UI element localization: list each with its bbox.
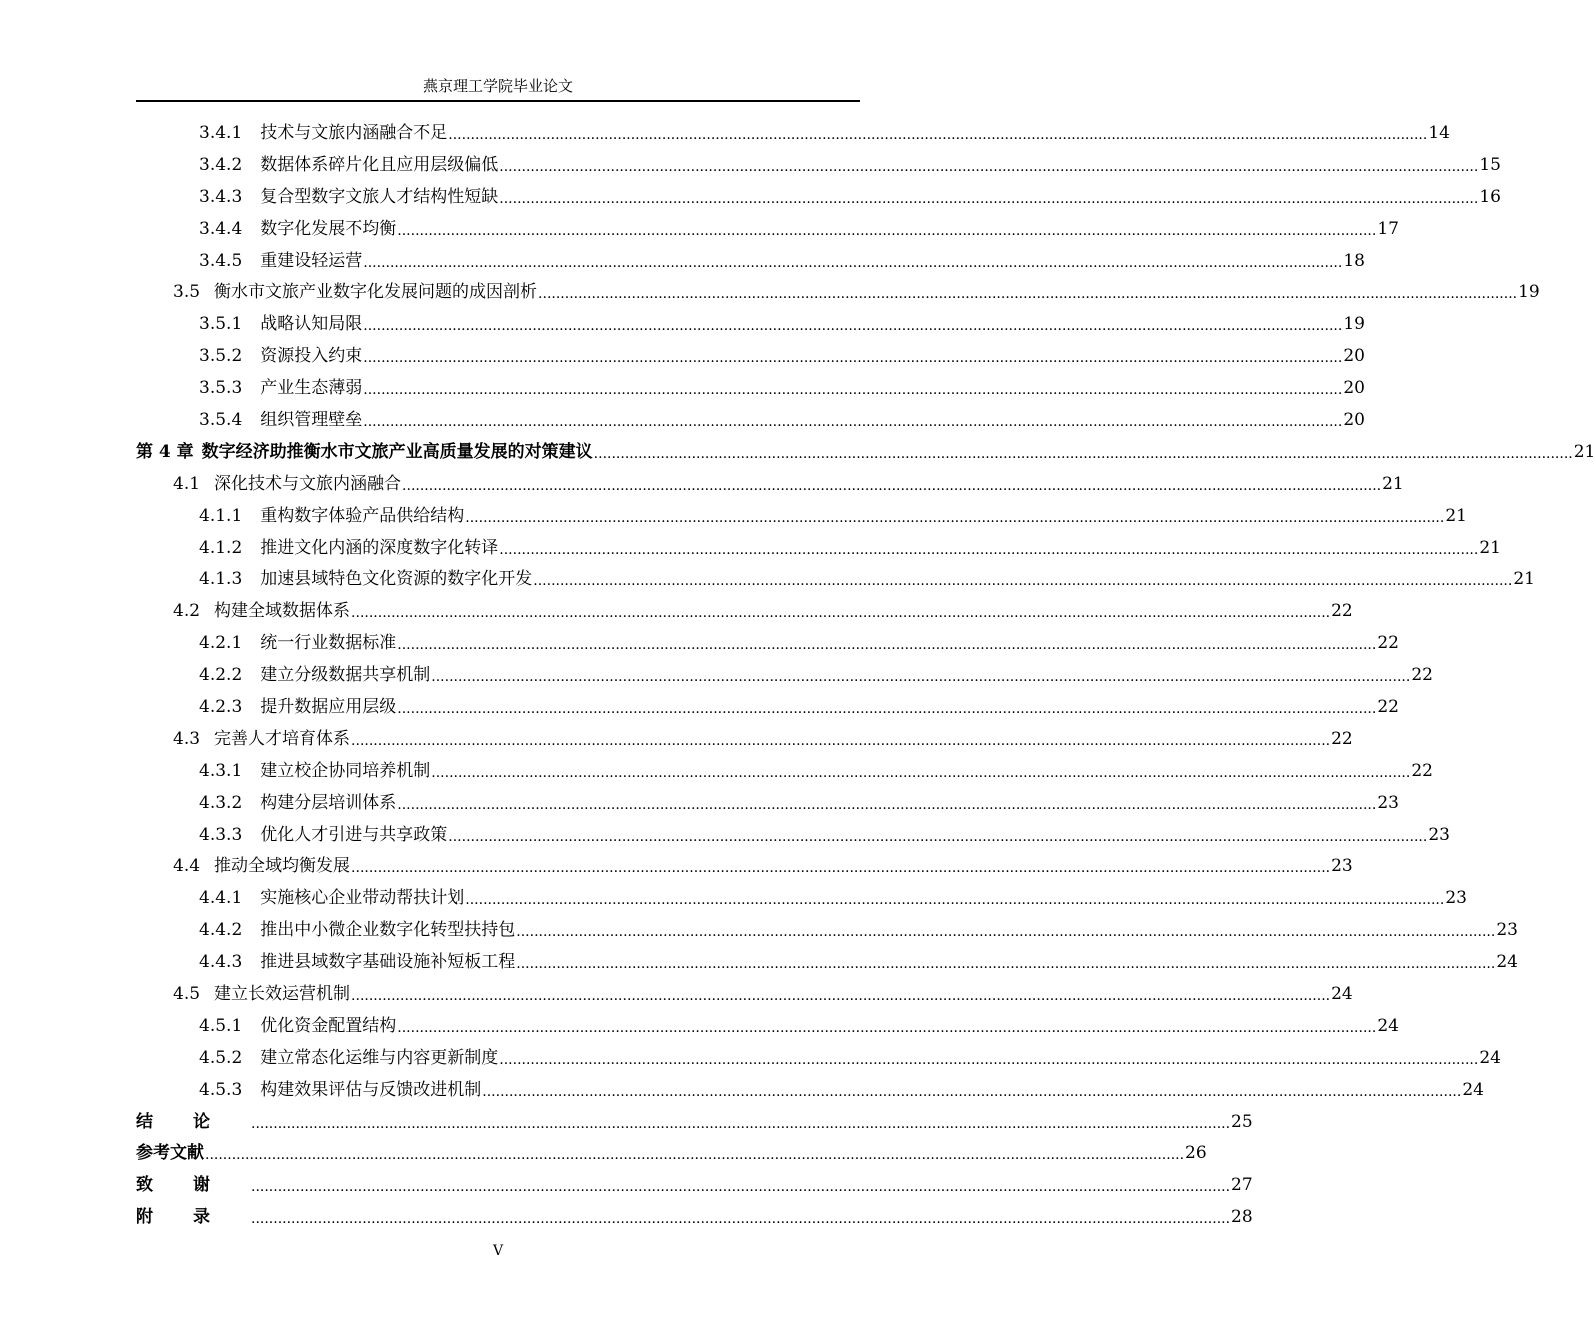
toc-entry-page: 24 [1462, 1079, 1484, 1100]
toc-entry-page: 23 [1377, 792, 1399, 813]
toc-entry-page: 27 [1231, 1175, 1253, 1196]
toc-entry-title: 致谢 [136, 1175, 250, 1196]
toc-entry[interactable] [136, 850, 1353, 882]
toc-entry-page: 22 [1377, 696, 1399, 717]
toc-entry-page: 22 [1377, 633, 1399, 654]
toc-entry-page: 24 [1479, 1047, 1501, 1068]
toc-entry-page: 16 [1479, 186, 1501, 207]
toc-entry-title: 数字化发展不均衡 [260, 218, 397, 239]
toc-dot-leader: ............................................................................................................................................................................................................................ [397, 796, 1377, 813]
toc-entry-number: 4.1.3 [199, 569, 243, 590]
toc-entry[interactable] [136, 659, 1433, 691]
toc-entry-number: 4.4.1 [199, 888, 243, 909]
toc-entry-page: 21 [1382, 473, 1404, 494]
toc-entry[interactable] [136, 946, 1518, 978]
toc-entry-title: 建立常态化运维与内容更新制度 [260, 1047, 499, 1068]
toc-entry-title: 衡水市文旅产业数字化发展问题的成因剖析 [214, 282, 538, 303]
toc-entry-title: 深化技术与文旅内涵融合 [214, 473, 402, 494]
toc-entry-title: 构建全域数据体系 [214, 601, 351, 622]
toc-entry-page: 21 [1479, 537, 1501, 558]
toc-dot-leader: ............................................................................................................................................................................................................................ [499, 1051, 1479, 1068]
toc-entry-title: 提升数据应用层级 [260, 696, 397, 717]
toc-entry-number: 4.1.2 [199, 537, 243, 558]
toc-dot-leader: ............................................................................................................................................................................................................................ [351, 732, 1331, 749]
toc-entry-number: 4.3.3 [199, 824, 243, 845]
toc-entry[interactable] [136, 245, 1365, 277]
toc-entry[interactable] [136, 213, 1399, 245]
toc-dot-leader: ............................................................................................................................................................................................................................ [516, 924, 1496, 941]
toc-entry-title: 附录 [136, 1207, 250, 1228]
toc-entry-number: 4.2.2 [199, 665, 243, 686]
toc-entry-number: 4.2.1 [199, 633, 243, 654]
toc-dot-leader: ............................................................................................................................................................................................................................ [251, 1179, 1231, 1196]
toc-entry-number: 3.5.3 [199, 378, 243, 399]
toc-entry-number: 3.5.1 [199, 314, 243, 335]
toc-entry-title: 构建分层培训体系 [260, 792, 397, 813]
toc-dot-leader: ............................................................................................................................................................................................................................ [251, 1115, 1231, 1132]
toc-entry[interactable] [136, 468, 1404, 500]
toc-entry[interactable] [136, 787, 1399, 819]
toc-entry[interactable] [136, 882, 1467, 914]
toc-dot-leader: ............................................................................................................................................................................................................................ [397, 222, 1377, 239]
toc-entry[interactable] [136, 500, 1467, 532]
toc-entry-number: 4.5.2 [199, 1047, 243, 1068]
toc-entry-title: 实施核心企业带动帮扶计划 [260, 888, 465, 909]
toc-entry-title: 完善人才培育体系 [214, 728, 351, 749]
toc-dot-leader: ............................................................................................................................................................................................................................ [482, 1083, 1462, 1100]
toc-entry[interactable] [136, 181, 1501, 213]
toc-entry-page: 18 [1343, 250, 1365, 271]
toc-dot-leader: ............................................................................................................................................................................................................................ [593, 445, 1573, 462]
toc-dot-leader: ............................................................................................................................................................................................................................ [431, 669, 1411, 686]
toc-dot-leader: ............................................................................................................................................................................................................................ [351, 987, 1331, 1004]
toc-dot-leader: ............................................................................................................................................................................................................................ [363, 382, 1343, 399]
toc-dot-leader: ............................................................................................................................................................................................................................ [363, 413, 1343, 430]
toc-entry-title: 建立分级数据共享机制 [260, 665, 431, 686]
toc-entry-title: 技术与文旅内涵融合不足 [260, 122, 448, 143]
toc-entry-title: 构建效果评估与反馈改进机制 [260, 1079, 482, 1100]
toc-entry[interactable] [136, 1010, 1399, 1042]
toc-entry[interactable] [136, 914, 1518, 946]
toc-entry[interactable] [136, 340, 1365, 372]
header-divider [136, 100, 860, 102]
toc-entry-number: 4.3.1 [199, 760, 243, 781]
toc-entry[interactable] [136, 723, 1353, 755]
toc-entry[interactable] [136, 627, 1399, 659]
toc-entry-number: 4.3.2 [199, 792, 243, 813]
toc-entry-page: 21 [1513, 569, 1535, 590]
page-number: V [492, 1243, 504, 1259]
toc-dot-leader: ............................................................................................................................................................................................................................ [499, 190, 1479, 207]
toc-entry[interactable] [136, 819, 1450, 851]
toc-entry-title: 推进文化内涵的深度数字化转译 [260, 537, 499, 558]
toc-entry[interactable] [136, 978, 1353, 1010]
toc-entry-number: 4.5 [173, 983, 201, 1004]
toc-entry-number: 4.4 [173, 856, 201, 877]
toc-entry-number: 3.5.2 [199, 346, 243, 367]
toc-entry-page: 22 [1411, 665, 1433, 686]
toc-entry-page: 24 [1377, 1015, 1399, 1036]
toc-entry[interactable] [136, 149, 1501, 181]
toc-entry[interactable] [136, 691, 1399, 723]
toc-entry-number: 3.4.3 [199, 186, 243, 207]
toc-entry-title: 建立长效运营机制 [214, 983, 351, 1004]
toc-entry-page: 23 [1331, 856, 1353, 877]
toc-entry-page: 19 [1518, 282, 1540, 303]
toc-dot-leader: ............................................................................................................................................................................................................................ [465, 509, 1445, 526]
toc-entry[interactable] [136, 563, 1535, 595]
toc-dot-leader: ............................................................................................................................................................................................................................ [397, 1019, 1377, 1036]
toc-dot-leader: ............................................................................................................................................................................................................................ [363, 318, 1343, 335]
toc-dot-leader: ............................................................................................................................................................................................................................ [351, 860, 1331, 877]
toc-entry-number: 4.5.1 [199, 1015, 243, 1036]
toc-entry[interactable] [136, 404, 1365, 436]
toc-entry-number: 4.1 [173, 473, 201, 494]
toc-entry[interactable] [136, 755, 1433, 787]
toc-dot-leader: ............................................................................................................................................................................................................................ [205, 1147, 1185, 1164]
toc-entry[interactable] [136, 117, 1450, 149]
toc-entry-page: 15 [1479, 154, 1501, 175]
toc-entry[interactable] [136, 1138, 1207, 1170]
toc-entry[interactable] [136, 1201, 1253, 1233]
toc-entry-page: 20 [1343, 409, 1365, 430]
toc-entry[interactable] [136, 436, 1595, 468]
toc-entry-number: 3.4.5 [199, 250, 243, 271]
toc-dot-leader: ............................................................................................................................................................................................................................ [251, 1211, 1231, 1228]
toc-entry-title: 建立校企协同培养机制 [260, 760, 431, 781]
toc-entry-page: 21 [1573, 441, 1595, 462]
toc-dot-leader: ............................................................................................................................................................................................................................ [431, 764, 1411, 781]
toc-entry-title: 推动全域均衡发展 [214, 856, 351, 877]
toc-entry-page: 26 [1185, 1143, 1207, 1164]
toc-entry[interactable] [136, 276, 1540, 308]
toc-entry-title: 数字经济助推衡水市文旅产业高质量发展的对策建议 [201, 441, 593, 462]
toc-entry-number: 4.3 [173, 728, 201, 749]
toc-entry-title: 重构数字体验产品供给结构 [260, 505, 465, 526]
toc-entry-number: 3.5 [173, 282, 201, 303]
toc-entry-number: 3.4.1 [199, 122, 243, 143]
toc-entry-title: 产业生态薄弱 [260, 378, 363, 399]
page-header-title: 燕京理工学院毕业论文 [422, 77, 573, 95]
toc-entry-number: 4.5.3 [199, 1079, 243, 1100]
toc-dot-leader: ............................................................................................................................................................................................................................ [499, 158, 1479, 175]
toc-entry-page: 24 [1331, 983, 1353, 1004]
toc-entry-number: 3.4.4 [199, 218, 243, 239]
toc-entry-title: 组织管理壁垒 [260, 409, 363, 430]
toc-entry-number: 3.5.4 [199, 409, 243, 430]
toc-entry-page: 21 [1445, 505, 1467, 526]
toc-entry[interactable] [136, 1074, 1484, 1106]
toc-entry-title: 数据体系碎片化且应用层级偏低 [260, 154, 499, 175]
toc-entry-page: 23 [1428, 824, 1450, 845]
toc-entry-number: 第 4 章 [136, 441, 194, 462]
toc-dot-leader: ............................................................................................................................................................................................................................ [448, 126, 1428, 143]
toc-entry-number: 3.4.2 [199, 154, 243, 175]
toc-entry[interactable] [136, 532, 1501, 564]
toc-entry-page: 25 [1231, 1111, 1253, 1132]
toc-entry[interactable] [136, 372, 1365, 404]
toc-entry-number: 4.4.2 [199, 920, 243, 941]
toc-entry-title: 推进县域数字基础设施补短板工程 [260, 952, 516, 973]
toc-dot-leader: ............................................................................................................................................................................................................................ [533, 573, 1513, 590]
toc-entry-page: 20 [1343, 378, 1365, 399]
toc-dot-leader: ............................................................................................................................................................................................................................ [448, 828, 1428, 845]
toc-entry-title: 资源投入约束 [260, 346, 363, 367]
toc-entry-number: 4.1.1 [199, 505, 243, 526]
toc-entry-page: 22 [1411, 760, 1433, 781]
toc-entry-number: 4.2.3 [199, 696, 243, 717]
toc-entry[interactable] [136, 1106, 1253, 1138]
toc-entry[interactable] [136, 308, 1365, 340]
toc-entry-title: 结论 [136, 1111, 250, 1132]
toc-entry[interactable] [136, 1042, 1501, 1074]
toc-entry-page: 23 [1496, 920, 1518, 941]
toc-entry-title: 战略认知局限 [260, 314, 363, 335]
toc-dot-leader: ............................................................................................................................................................................................................................ [465, 892, 1445, 909]
toc-entry-page: 23 [1445, 888, 1467, 909]
toc-entry-title: 优化资金配置结构 [260, 1015, 397, 1036]
toc-entry-number: 4.2 [173, 601, 201, 622]
toc-dot-leader: ............................................................................................................................................................................................................................ [516, 956, 1496, 973]
toc-dot-leader: ............................................................................................................................................................................................................................ [397, 637, 1377, 654]
toc-entry-page: 17 [1377, 218, 1399, 239]
toc-entry-page: 20 [1343, 346, 1365, 367]
toc-entry-title: 参考文献 [136, 1143, 204, 1164]
toc-entry-title: 优化人才引进与共享政策 [260, 824, 448, 845]
toc-dot-leader: ............................................................................................................................................................................................................................ [538, 286, 1518, 303]
toc-entry-title: 重建设轻运营 [260, 250, 363, 271]
table-of-contents [136, 117, 1595, 1233]
toc-entry-title: 复合型数字文旅人才结构性短缺 [260, 186, 499, 207]
toc-dot-leader: ............................................................................................................................................................................................................................ [363, 254, 1343, 271]
toc-entry-page: 22 [1331, 601, 1353, 622]
toc-entry[interactable] [136, 1169, 1253, 1201]
toc-dot-leader: ............................................................................................................................................................................................................................ [499, 541, 1479, 558]
toc-entry-title: 统一行业数据标准 [260, 633, 397, 654]
toc-entry-title: 推出中小微企业数字化转型扶持包 [260, 920, 516, 941]
toc-entry-page: 28 [1231, 1207, 1253, 1228]
toc-entry[interactable] [136, 595, 1353, 627]
toc-dot-leader: ............................................................................................................................................................................................................................ [402, 477, 1382, 494]
toc-dot-leader: ............................................................................................................................................................................................................................ [351, 605, 1331, 622]
toc-dot-leader: ............................................................................................................................................................................................................................ [397, 700, 1377, 717]
toc-entry-page: 22 [1331, 728, 1353, 749]
toc-entry-page: 24 [1496, 952, 1518, 973]
toc-entry-title: 加速县域特色文化资源的数字化开发 [260, 569, 533, 590]
toc-dot-leader: ............................................................................................................................................................................................................................ [363, 350, 1343, 367]
toc-entry-page: 14 [1428, 122, 1450, 143]
toc-entry-number: 4.4.3 [199, 952, 243, 973]
toc-entry-page: 19 [1343, 314, 1365, 335]
